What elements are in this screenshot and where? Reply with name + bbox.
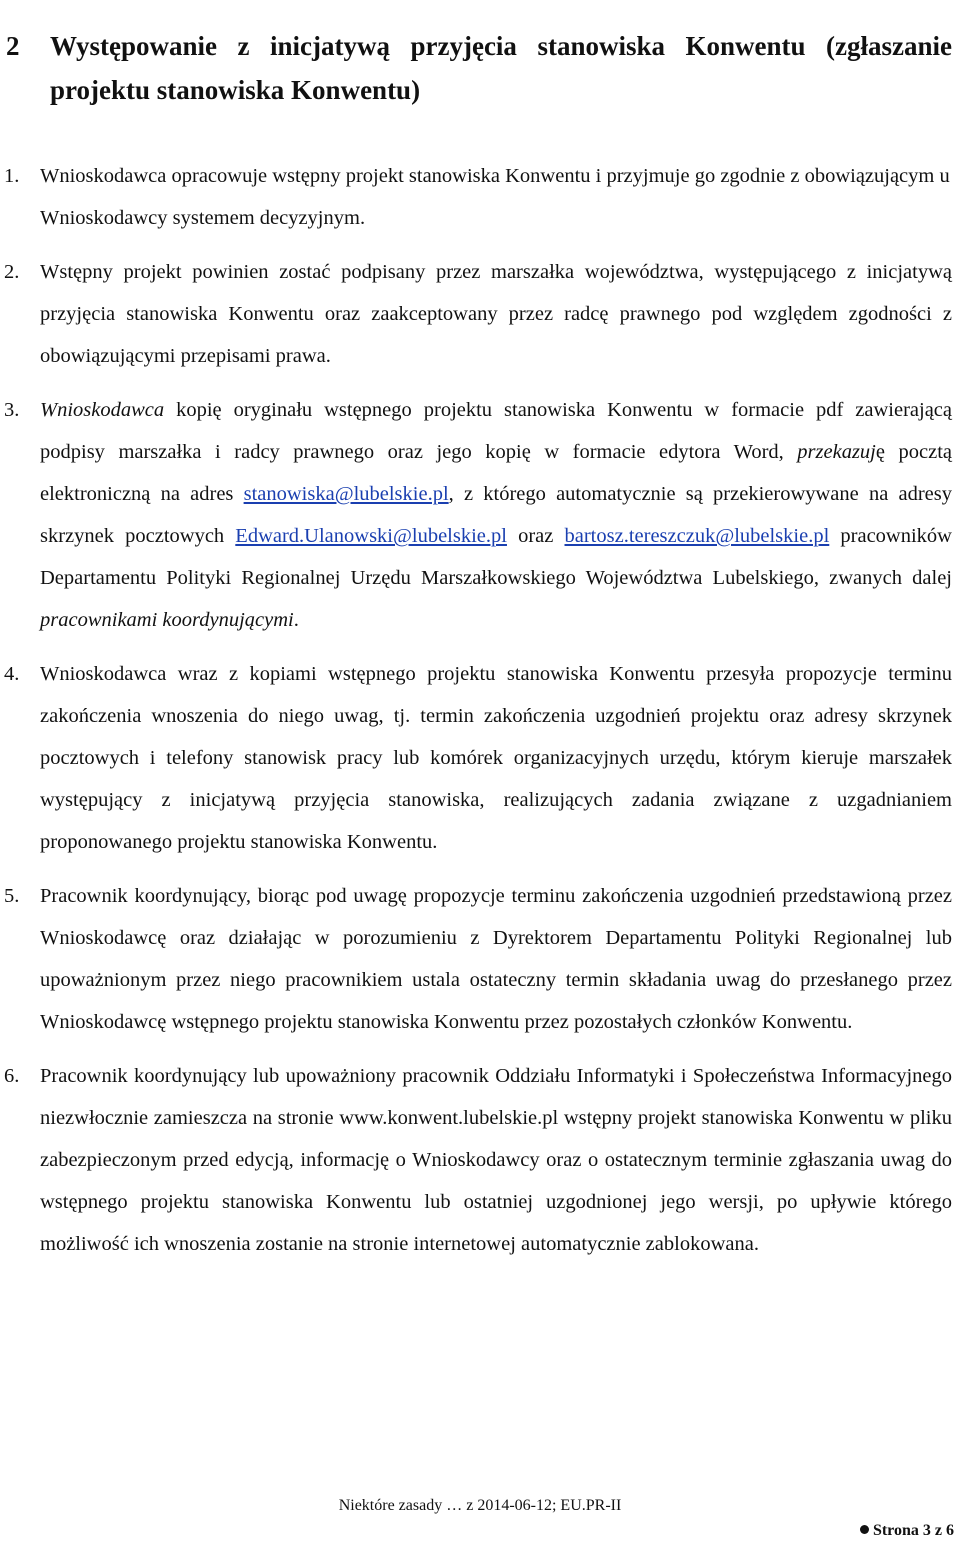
email-link-ulanowski[interactable]: Edward.Ulanowski@lubelskie.pl [235,525,507,547]
text-segment: kopię oryginału wstępnego projektu stanowiska Konwentu w formacie pdf zawierającą podpisy marszałka i radcy prawnego oraz jego kopię w formacie edytora Word, [40,399,952,463]
section-number: 2 [6,31,20,61]
list-item [0,389,952,641]
item-text [40,389,952,641]
text-segment: oraz [506,525,565,547]
text-segment: . [293,609,299,631]
list-item [0,1055,952,1265]
bullet-icon [860,1525,869,1534]
emphasis-przekazuj: przekazuj [797,441,876,463]
item-number: 1. [4,165,20,187]
page-number-text: Strona 3 z 6 [872,1522,954,1539]
item-number: 6. [4,1065,20,1087]
item-text: Pracownik koordynujący lub upoważniony pracownik Oddziału Informatyki i Społeczeństwa Informacyjnego niezwłocznie zamieszcza na stronie www.konwent.lubelskie.pl wstępny projekt stanowiska Konwentu w pliku zabezpieczonym przed edycją, informację o Wnioskodawcy oraz o ostatecznym terminie zgłaszania uwag do wstępnego projektu stanowiska Konwentu lub ostatniej uzgodnionej jego wersji, po upływie którego możliwość ich wnoszenia zostanie na stronie internetowej automatycznie zablokowana. [40,1065,952,1255]
emphasis-wnioskodawca: Wnioskodawca [40,399,165,421]
email-link-tereszczuk[interactable]: bartosz.tereszczuk@lubelskie.pl [564,525,830,547]
page-number [860,1522,954,1540]
item-text: Wnioskodawca wraz z kopiami wstępnego projektu stanowiska Konwentu przesyła propozycje terminu zakończenia wnoszenia do niego uwag, tj. termin zakończenia uzgodnień projektu oraz adresy skrzynek pocztowych i telefony stanowisk pracy lub komórek organizacyjnych urzędu, którym kieruje marszałek występujący z inicjatywą przyjęcia stanowiska, realizujących zadania związane z uzgadnianiem proponowanego projektu stanowiska Konwentu. [40,663,952,853]
list-item [0,875,952,1043]
section-heading [6,24,952,112]
procedure-list [0,155,952,1277]
list-item [0,653,952,863]
item-text: Wnioskodawca opracowuje wstępny projekt stanowiska Konwentu i przyjmuje go zgodnie z obowiązującym u Wnioskodawcy systemem decyzyjnym. [40,165,950,229]
item-text: Pracownik koordynujący, biorąc pod uwagę propozycje terminu zakończenia uzgodnień przedstawioną przez Wnioskodawcę oraz działając w porozumieniu z Dyrektorem Departamentu Polityki Regionalnej lub upoważnionym przez niego pracownikiem ustala ostateczny termin składania uwag do przesłanego przez Wnioskodawcę wstępnego projektu stanowiska Konwentu przez pozostałych członków Konwentu. [40,885,952,1033]
item-number: 5. [4,885,20,907]
item-text: Wstępny projekt powinien zostać podpisany przez marszałka województwa, występującego z inicjatywą przyjęcia stanowiska Konwentu oraz zaakceptowany przez radcę prawnego pod względem zgodności z obowiązującymi przepisami prawa. [40,261,952,367]
section-title: Występowanie z inicjatywą przyjęcia stanowiska Konwentu (zgłaszanie projektu stanowiska Konwentu) [50,31,952,105]
list-item [0,155,952,239]
item-number: 2. [4,261,20,283]
list-item [0,251,952,377]
text-segment: , z którego automatycznie są przekierowywane na adresy skrzynek pocztowych [40,483,952,547]
item-number: 4. [4,663,20,685]
page-footer: Niektóre zasady … z 2014-06-12; EU.PR-II [338,1497,622,1514]
email-link-stanowiska[interactable]: stanowiska@lubelskie.pl [243,483,449,505]
text-segment: pracowników Departamentu Polityki Regionalnej Urzędu Marszałkowskiego Województwa Lubelskiego, zwanych dalej [40,525,952,589]
item-number: 3. [4,399,20,421]
text-segment: ę pocztą elektroniczną na adres [40,441,952,505]
emphasis-pracownikami: pracownikami koordynującymi [40,609,294,631]
